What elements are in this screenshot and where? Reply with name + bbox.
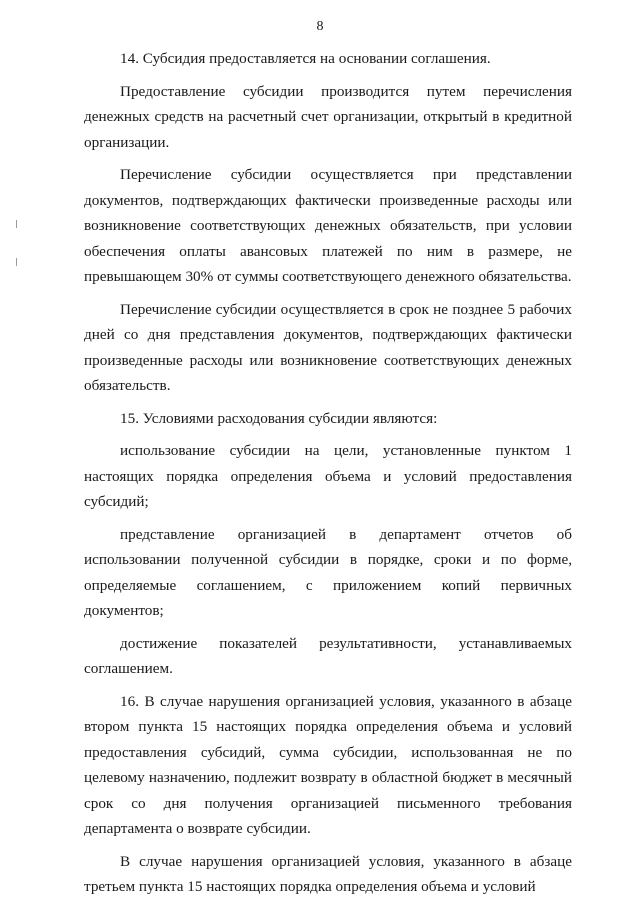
margin-scan-mark <box>16 258 17 266</box>
document-body <box>84 46 572 900</box>
paragraph-violation-third: В случае нарушения организацией условия, указанного в абзаце третьем пункта 15 настоящих порядка определения объема и условий <box>84 852 572 895</box>
margin-scan-mark <box>16 220 17 228</box>
page-number: 8 <box>316 19 324 34</box>
paragraph-transfer-conditions: Перечисление субсидии осуществляется при представлении документов, подтверждающих фактически произведенные расходы или возникновение соответствующих денежных обязательств, при условии обеспечения оплаты авансовых платежей по ним в размере, не превышающем 30% от суммы соответствующего денежного обязательства. <box>84 166 572 285</box>
paragraph-16-refund: 16. В случае нарушения организацией условия, указанного в абзаце втором пункта 15 настоящих порядка определения объема и условий предоставления субсидий, сумма субсидии, использованная не по целевому назначению, подлежит возврату в областной бюджет в месячный срок со дня получения организацией письменного требования департамента о возврате субсидии. <box>84 692 572 837</box>
paragraph-condition-indicators: достижение показателей результативности, устанавливаемых соглашением. <box>84 634 572 677</box>
paragraph-15-intro: 15. Условиями расходования субсидии являются: <box>120 409 438 427</box>
paragraph-condition-reports: представление организацией в департамент отчетов об использовании полученной субсидии в порядке, сроки и по форме, определяемые соглашением, с приложением копий первичных документов; <box>84 525 572 619</box>
paragraph-transfer-deadline: Перечисление субсидии осуществляется в срок не позднее 5 рабочих дней со дня представления документов, подтверждающих фактически произведенные расходы или возникновение соответствующих денежных обязательств. <box>84 300 572 394</box>
paragraph-transfer-method: Предоставление субсидии производится путем перечисления денежных средств на расчетный счет организации, открытый в кредитной организации. <box>84 82 572 151</box>
paragraph-condition-purpose: использование субсидии на цели, установленные пунктом 1 настоящих порядка определения объема и условий предоставления субсидий; <box>84 442 572 510</box>
paragraph-14-intro: 14. Субсидия предоставляется на основании соглашения. <box>120 50 491 67</box>
